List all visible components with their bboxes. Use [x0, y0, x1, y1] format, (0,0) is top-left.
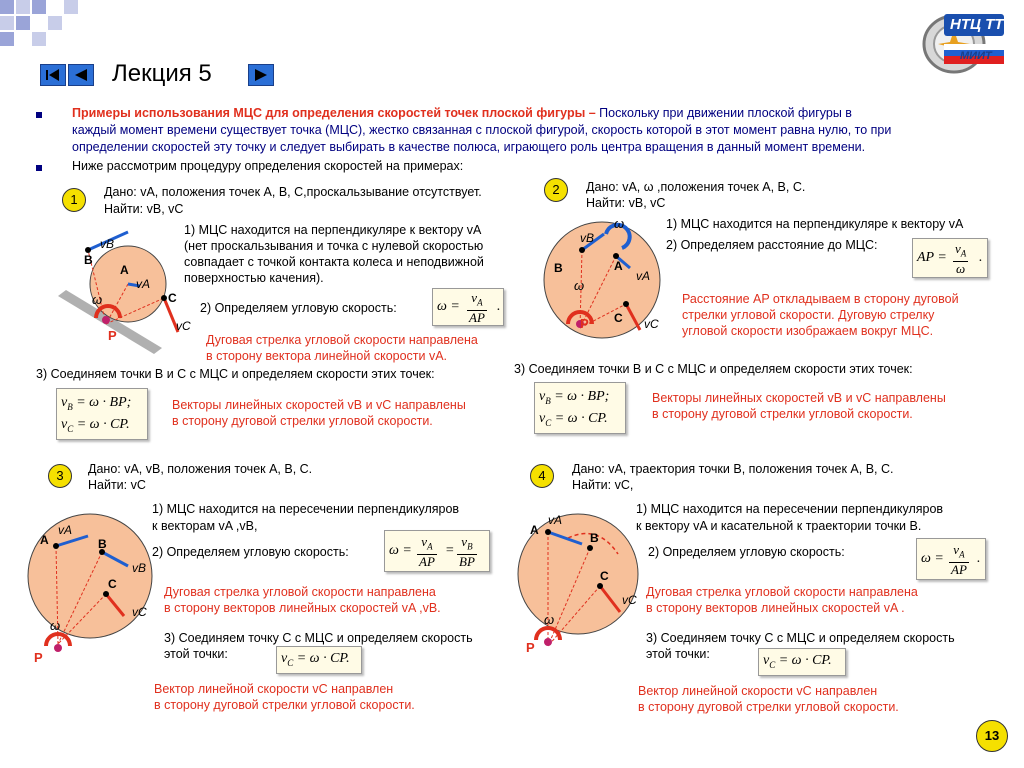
ex1-omega-formula: ω = $\frac{v_A}{AP}$ . — [432, 288, 504, 326]
ex1-given: Дано: vA, положения точек A, B, C,проскальзывание отсутствует. — [104, 185, 482, 199]
ex2-given: Дано: vA, ω ,положения точек A, B, C. — [586, 180, 806, 194]
example-number: 4 — [530, 464, 554, 488]
ex3-point-c — [103, 591, 109, 597]
decor-square — [32, 32, 46, 46]
ex1-step1-line2: (нет проскальзывания и точка с нулевой скоростью — [184, 239, 484, 253]
decor-square — [0, 0, 14, 14]
ex2-note2-line1: Векторы линейных скоростей vB и vC направлены — [652, 391, 946, 405]
ex2-note-line3: угловой скорости изображаем вокруг МЦС. — [682, 324, 934, 338]
ex1-note-line1: Дуговая стрелка угловой скорости направлена — [206, 333, 478, 347]
ex1-step2: 2) Определяем угловую скорость: — [200, 301, 397, 315]
ex1-label-vb: vB — [100, 237, 115, 251]
next-slide-button[interactable] — [248, 64, 274, 86]
ex2-step1: 1) МЦС находится на перпендикуляре к вектору vA — [666, 217, 964, 231]
ex2-point-c — [623, 301, 629, 307]
ex4-step2: 2) Определяем угловую скорость: — [648, 545, 845, 559]
ex4-step1-line1: 1) МЦС находится на пересечении перпендикуляров — [636, 502, 944, 516]
arrow-left-icon — [69, 65, 93, 85]
decor-square — [0, 16, 14, 30]
logo-text-bottom: МИИТ — [960, 50, 992, 62]
ex4-vc-formula: $v_C = \omega$ · CP. — [758, 648, 846, 676]
ex4-label-va: vA — [548, 513, 563, 527]
ex2-label-a: A — [614, 259, 623, 273]
ex1-step1-line3: совпадает с точкой контакта колеса и неподвижной — [184, 255, 484, 269]
ex1-point-p — [102, 316, 110, 324]
ex4-label-a: A — [530, 523, 539, 537]
ex3-label-omega: ω — [50, 618, 61, 633]
ex1-step3: 3) Соединяем точки B и C с МЦС и определяем скорости этих точек: — [36, 367, 435, 381]
intro-line-4: Ниже рассмотрим процедуру определения скоростей на примерах: — [72, 159, 464, 173]
prev-slide-button[interactable] — [68, 64, 94, 86]
intro-line-3: определении скоростей эту точку и следует выбирать в качестве полюса, играющего роль центра вращения в данный момент времени. — [72, 140, 866, 154]
ex1-label-va: vA — [136, 277, 151, 291]
skip-back-icon — [41, 65, 65, 85]
decor-square — [16, 0, 30, 14]
ex4-label-omega: ω — [544, 612, 555, 627]
ex4-point-p — [544, 638, 552, 646]
ex4-step3-line1: 3) Соединяем точку C с МЦС и определяем скорость — [646, 631, 955, 645]
ex4-given: Дано: vA, траектория точки B, положения точек A, B, C. — [572, 462, 894, 476]
ex2-note-line1: Расстояние AP откладываем в сторону дуговой — [682, 292, 959, 306]
ex2-velocity-formulas: $v_B = \omega$ · BP; $v_C = \omega$ · CP. — [534, 382, 626, 434]
ex2-label-vc: vC — [644, 317, 659, 331]
ex1-point-c — [161, 295, 167, 301]
ex3-point-p — [54, 644, 62, 652]
ex3-point-a — [53, 543, 59, 549]
decor-square — [32, 0, 46, 14]
ex2-label-va: vA — [636, 269, 651, 283]
ex1-label-b: B — [84, 253, 93, 267]
ex4-label-vc: vC — [622, 593, 637, 607]
ex3-omega-formula: ω = $\frac{v_A}{AP}$ = $\frac{v_B}{BP}$ — [384, 530, 490, 572]
ex4-note2-line2: в сторону дуговой стрелки угловой скорости. — [638, 700, 899, 714]
ex3-label-a: A — [40, 533, 49, 547]
ex3-note2-line1: Вектор линейной скорости vC направлен — [154, 682, 394, 696]
ex4-note-line2: в сторону векторов линейных скоростей vA . — [646, 601, 905, 615]
ex2-point-b — [579, 247, 585, 253]
ex2-label-p: P — [580, 316, 589, 331]
decor-square — [64, 0, 78, 14]
ex4-step3-line2: этой точки: — [646, 647, 710, 661]
ex2-label-c: C — [614, 311, 623, 325]
ex3-step3-line1: 3) Соединяем точку C с МЦС и определяем скорость — [164, 631, 473, 645]
ex1-find: Найти: vB, vC — [104, 202, 184, 216]
ex3-diagram — [20, 508, 160, 668]
decor-square — [0, 32, 14, 46]
ex3-given: Дано: vA, vB, положения точек A, B, C. — [88, 462, 313, 476]
ex2-label-omega: ω — [574, 278, 585, 293]
ex1-step1-line1: 1) МЦС находится на перпендикуляре к вектору vA — [184, 223, 482, 237]
intro-text-1: Поскольку при движении плоской фигуры в — [599, 106, 852, 120]
ex1-velocity-formulas: $v_B = \omega$ · BP; $v_C = \omega$ · CP. — [56, 388, 148, 440]
ex1-diagram — [58, 228, 191, 358]
ex3-label-vc: vC — [132, 605, 147, 619]
ex3-label-b: B — [98, 537, 107, 551]
example-number: 1 — [62, 188, 86, 212]
ex3-label-vb: vB — [132, 561, 147, 575]
ex4-diagram — [508, 504, 648, 664]
bullet — [36, 165, 42, 171]
ex4-label-b: B — [590, 531, 599, 545]
ex4-label-p: P — [526, 640, 535, 655]
ex1-step1-line4: поверхностью качения). — [184, 271, 324, 285]
ex4-point-a — [545, 529, 551, 535]
ex2-step2: 2) Определяем расстояние до МЦС: — [666, 238, 878, 252]
page-number-badge — [976, 720, 1008, 752]
ex1-note2-line1: Векторы линейных скоростей vB и vC направлены — [172, 398, 466, 412]
logo — [914, 10, 1006, 74]
ex2-ap-formula: AP = $\frac{v_A}{\omega}$ . — [912, 238, 988, 278]
ex3-note-line2: в сторону векторов линейных скоростей vA ,vB. — [164, 601, 441, 615]
first-slide-button[interactable] — [40, 64, 66, 86]
ex2-label-b: B — [554, 261, 563, 275]
ex2-label-vb: vB — [580, 231, 595, 245]
decor-square — [48, 16, 62, 30]
ex2-find: Найти: vB, vC — [586, 196, 666, 210]
ex1-label-vc: vC — [176, 319, 191, 333]
ex3-step2: 2) Определяем угловую скорость: — [152, 545, 349, 559]
ex1-label-p: P — [108, 328, 117, 343]
intro-title: Примеры использования МЦС для определения скоростей точек плоской фигуры – — [72, 106, 596, 120]
ex1-label-a: A — [120, 263, 129, 277]
page-number: 13 — [984, 728, 1000, 743]
ex3-note-line1: Дуговая стрелка угловой скорости направлена — [164, 585, 436, 599]
logo-text-top: НТЦ ТТ — [950, 16, 1004, 33]
ex2-note2-line2: в сторону дуговой стрелки угловой скорости. — [652, 407, 913, 421]
ex2-diagram — [540, 212, 670, 352]
ex1-note2-line2: в сторону дуговой стрелки угловой скорости. — [172, 414, 433, 428]
ex4-omega-formula: ω = $\frac{v_A}{AP}$ . — [916, 538, 986, 580]
ex3-step3-line2: этой точки: — [164, 647, 228, 661]
ex4-point-c — [597, 583, 603, 589]
intro-line-1 — [72, 105, 852, 121]
ex4-point-b — [587, 545, 593, 551]
ex4-find: Найти: vC, — [572, 478, 634, 492]
ex4-label-c: C — [600, 569, 609, 583]
ex3-label-va: vA — [58, 523, 73, 537]
arrow-right-icon — [249, 65, 273, 85]
page-title: Лекция 5 — [112, 60, 212, 87]
ex3-vc-formula: $v_C = \omega$ · CP. — [276, 646, 362, 674]
ex1-note-line2: в сторону вектора линейной скорости vA. — [206, 349, 448, 363]
example-number: 3 — [48, 464, 72, 488]
ex3-step1-line2: к векторам vA ,vB, — [152, 519, 258, 533]
ex4-note2-line1: Вектор линейной скорости vC направлен — [638, 684, 878, 698]
example-number: 2 — [544, 178, 568, 202]
ex4-note-line1: Дуговая стрелка угловой скорости направлена — [646, 585, 918, 599]
ex3-note2-line2: в сторону дуговой стрелки угловой скорости. — [154, 698, 415, 712]
ex3-label-c: C — [108, 577, 117, 591]
ex3-label-p: P — [34, 650, 43, 665]
decor-square — [16, 16, 30, 30]
ex2-step3: 3) Соединяем точки B и C с МЦС и определяем скорости этих точек: — [514, 362, 913, 376]
ex1-label-omega: ω — [92, 292, 103, 307]
intro-line-2: каждый момент времени существует точка (МЦС), жестко связанная с плоской фигурой, скорость которой в этот момент равна нулю, то при — [72, 123, 892, 137]
ex4-step1-line2: к вектору vA и касательной к траектории точки B. — [636, 519, 922, 533]
ex2-note-line2: стрелки угловой скорости. Дуговую стрелку — [682, 308, 935, 322]
bullet — [36, 112, 42, 118]
ex3-step1-line1: 1) МЦС находится на пересечении перпендикуляров — [152, 502, 460, 516]
ex1-label-c: C — [168, 291, 177, 305]
ex3-find: Найти: vC — [88, 478, 146, 492]
ex2-label-omega-top: ω — [614, 216, 625, 231]
